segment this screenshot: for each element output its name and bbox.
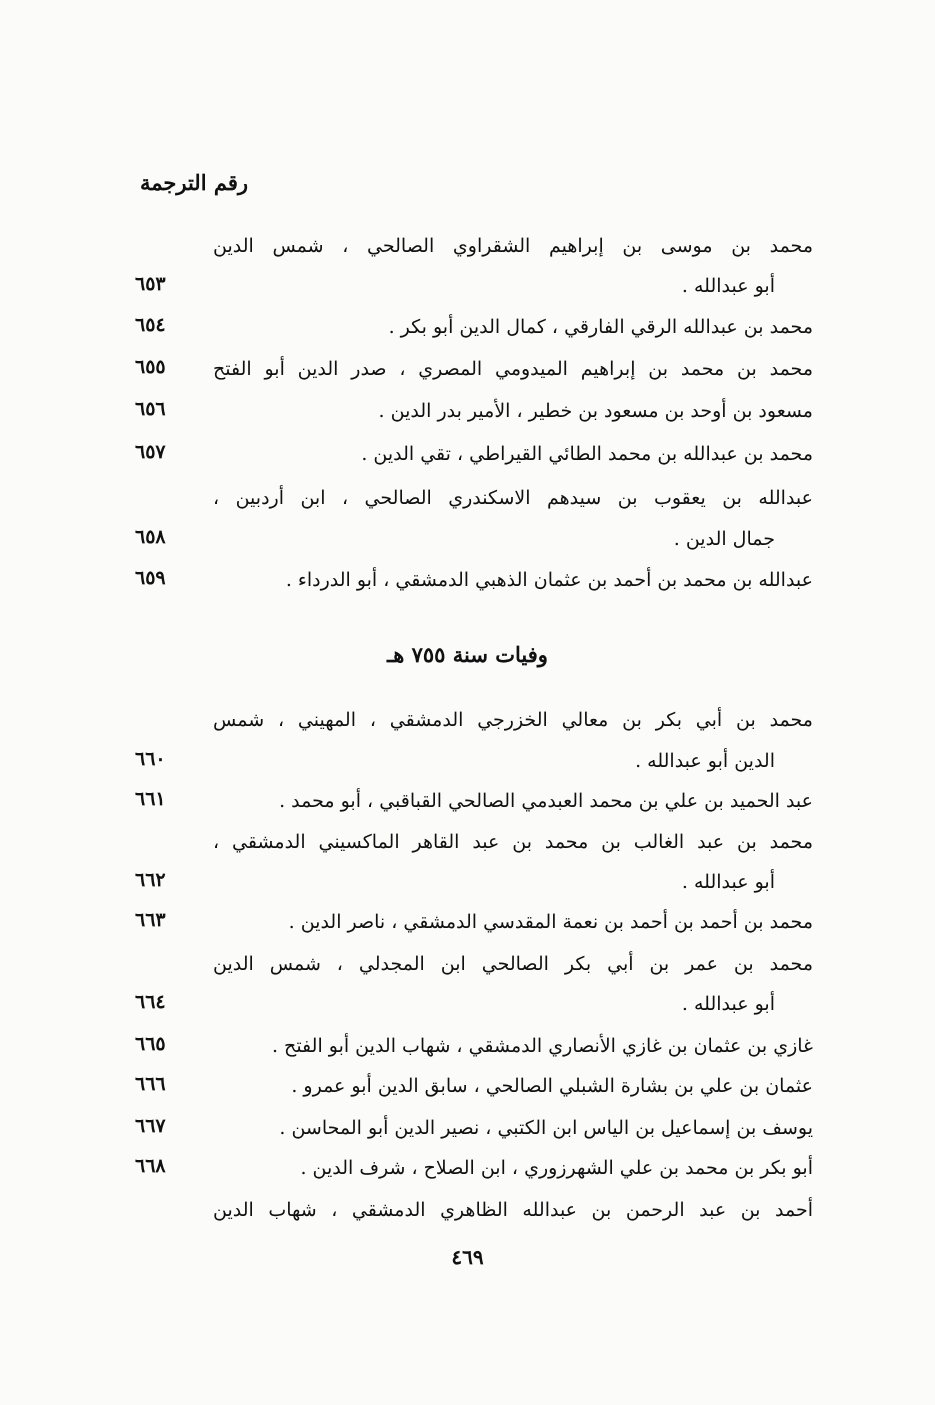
entry-666-text: عثمان بن علي بن بشارة الشبلي الصالحي ، سابق الدين أبو عمرو . [291,1075,813,1097]
column-header-translation-number: رقم الترجمة [140,170,249,195]
entry-659-number: ٦٥٩ [135,567,166,589]
entry-657-text: محمد بن عبدالله بن محمد الطائي القيراطي ، تقي الدين . [361,443,813,465]
entry-663-number: ٦٦٣ [135,909,166,931]
entry-653-line-2: أبو عبدالله . [681,275,775,297]
entry-668-text: أبو بكر بن محمد بن علي الشهرزوري ، ابن الصلاح ، شرف الدين . [300,1157,813,1179]
entry-662-line-1: محمد بن عبد الغالب بن محمد بن عبد القاهر الماكسيني الدمشقي ، [213,831,813,853]
entry-666-number: ٦٦٦ [135,1073,166,1095]
entry-661-text: عبد الحميد بن علي بن محمد العبدمي الصالحي القباقبي ، أبو محمد . [279,790,813,812]
entry-655-number: ٦٥٥ [135,356,166,378]
entry-664-number: ٦٦٤ [135,991,166,1013]
entry-657-number: ٦٥٧ [135,441,166,463]
entry-664-line-1: محمد بن عمر بن أبي بكر الصالحي ابن المجدلي ، شمس الدين [213,953,813,975]
entry-665-text: غازي بن عثمان بن غازي الأنصاري الدمشقي ، شهاب الدين أبو الفتح . [271,1035,813,1057]
entry-658-number: ٦٥٨ [135,526,166,548]
entry-668-number: ٦٦٨ [135,1155,166,1177]
entry-653-line-1: محمد بن موسى بن إبراهيم الشقراوي الصالحي ، شمس الدين [213,235,813,257]
entry-667-text: يوسف بن إسماعيل بن الياس ابن الكتبي ، نصير الدين أبو المحاسن . [279,1117,813,1139]
entry-656-text: مسعود بن أوحد بن مسعود بن خطير ، الأمير بدر الدين . [378,400,813,422]
entry-654-text: محمد بن عبدالله الرقي الفارقي ، كمال الدين أبو بكر . [388,316,813,338]
entry-664-line-2: أبو عبدالله . [681,993,775,1015]
entry-662-number: ٦٦٢ [135,869,166,891]
entry-669-line-1: أحمد بن عبد الرحمن بن عبدالله الظاهري الدمشقي ، شهاب الدين [213,1199,813,1221]
entry-653-number: ٦٥٣ [135,273,166,295]
entry-654-number: ٦٥٤ [135,314,166,336]
section-heading-deaths-year: وفيات سنة ٧٥٥ هـ [387,642,548,667]
entry-658-line-2: جمال الدين . [673,528,775,550]
entry-660-line-1: محمد بن أبي بكر بن معالي الخزرجي الدمشقي ، المهيني ، شمس [213,709,813,731]
entry-663-text: محمد بن أحمد بن أحمد بن نعمة المقدسي الدمشقي ، ناصر الدين . [288,911,813,933]
entry-660-number: ٦٦٠ [135,748,166,770]
entry-661-number: ٦٦١ [135,788,166,810]
entry-660-line-2: الدين أبو عبدالله . [635,750,775,772]
entry-662-line-2: أبو عبدالله . [681,871,775,893]
page-number: ٤٦٩ [451,1245,484,1269]
entry-656-number: ٦٥٦ [135,398,166,420]
entry-665-number: ٦٦٥ [135,1033,166,1055]
entry-667-number: ٦٦٧ [135,1115,166,1137]
entry-658-line-1: عبدالله بن يعقوب بن سيدهم الاسكندري الصالحي ، ابن أردبين ، [213,487,813,509]
entry-655-text: محمد بن محمد بن إبراهيم الميدومي المصري ، صدر الدين أبو الفتح [213,358,813,380]
entry-659-text: عبدالله بن محمد بن أحمد بن عثمان الذهبي الدمشقي ، أبو الدرداء . [285,569,813,591]
